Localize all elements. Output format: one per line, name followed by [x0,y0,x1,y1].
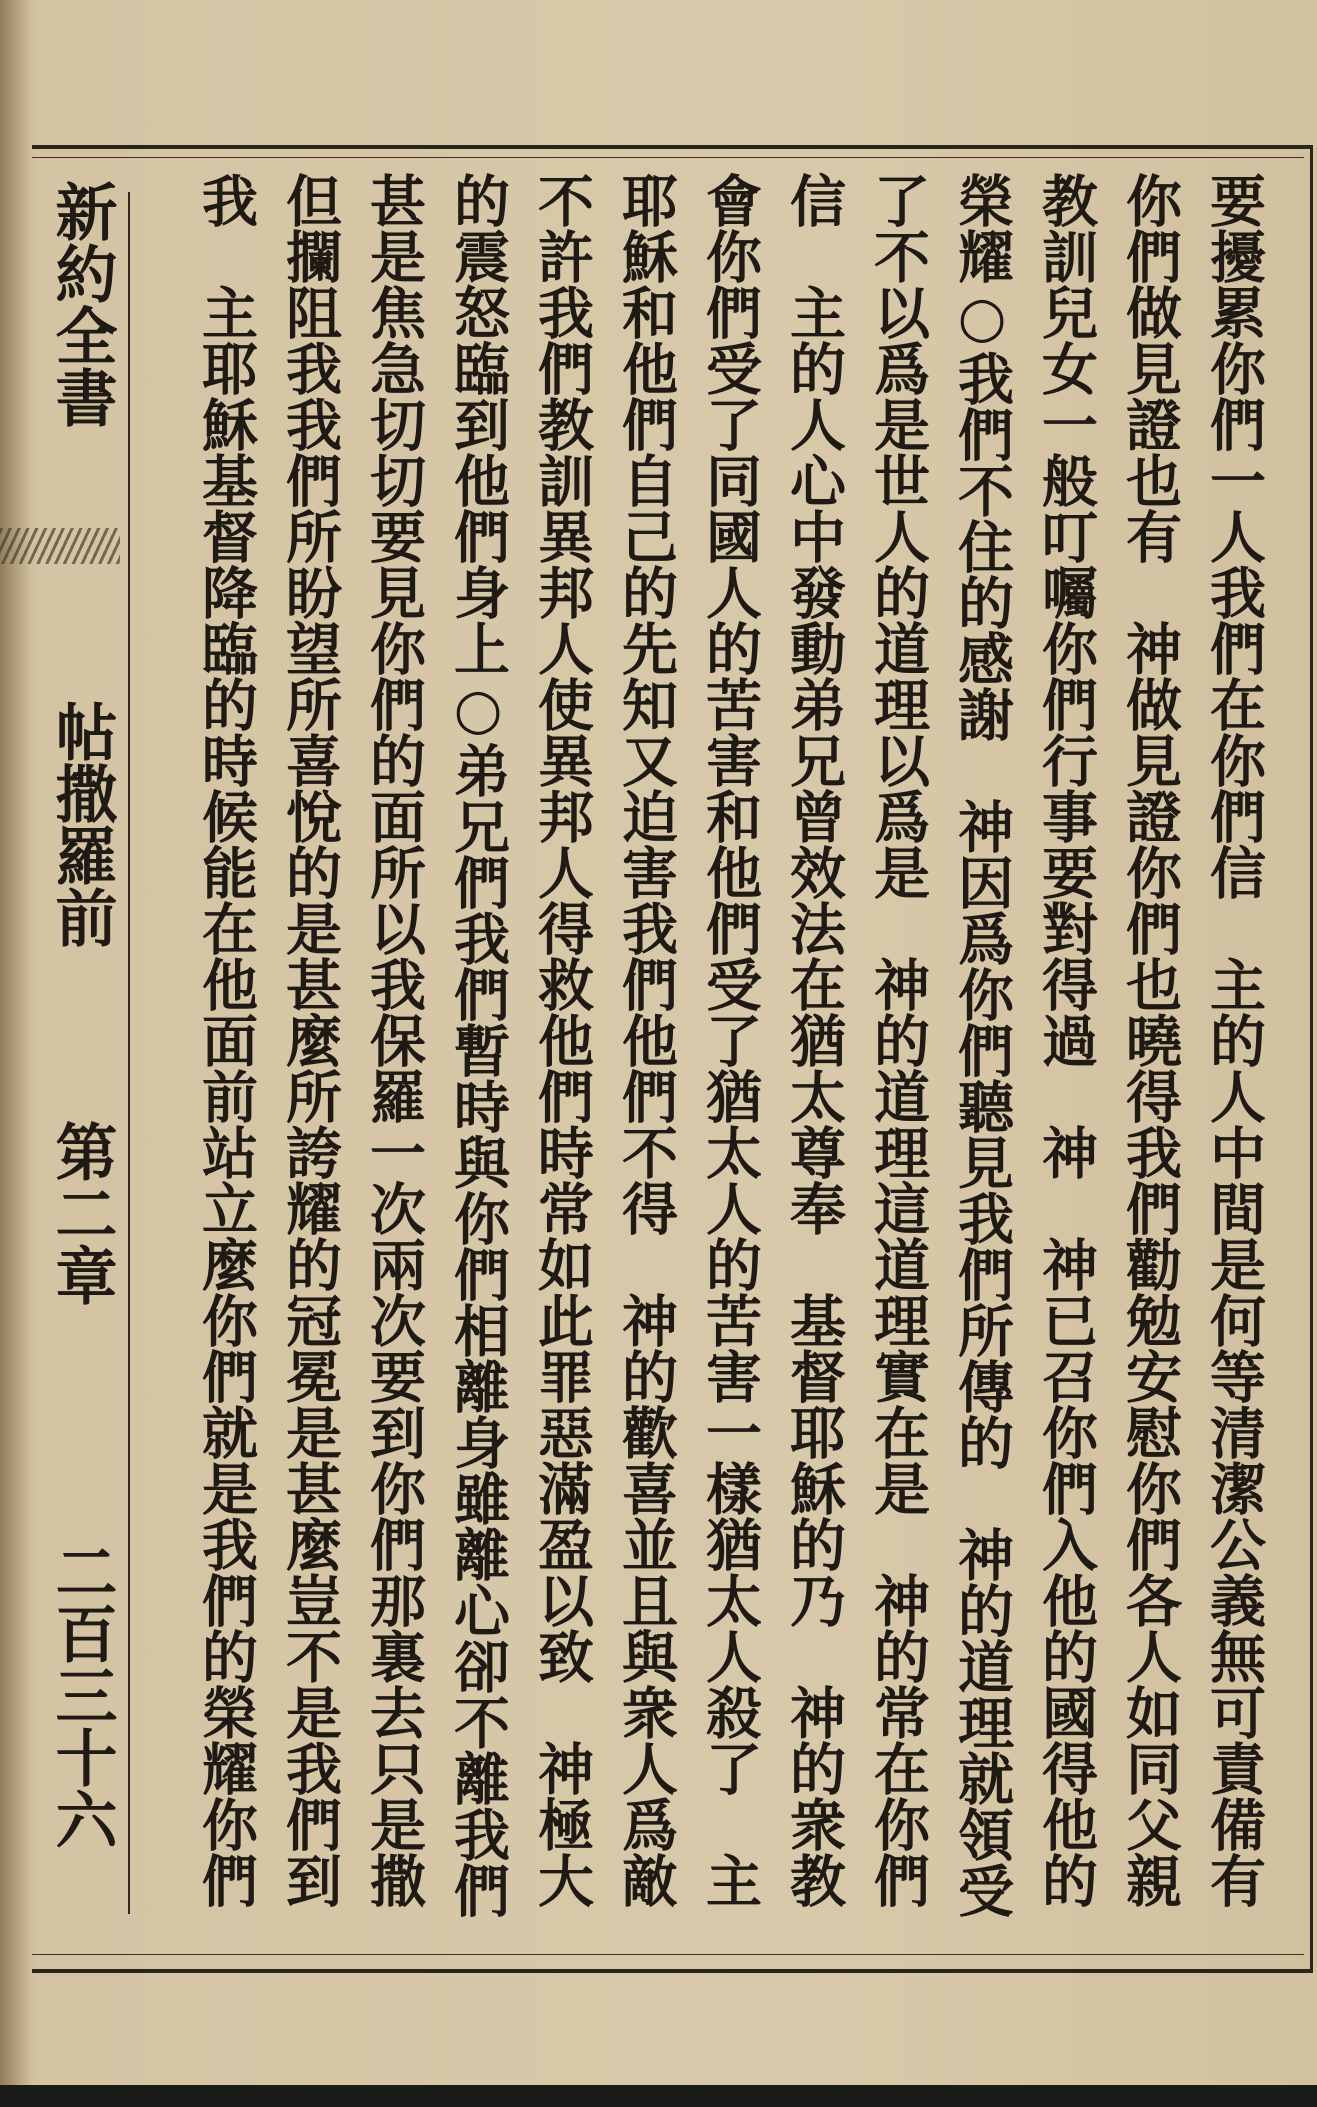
text-column-4: 榮耀○我們不住的感謝 神因爲你們聽見我們所傳的 神的道理就領受 [949,172,1015,1918]
section-title: 帖撒羅前 [45,700,118,948]
text-column-5: 了不以爲是世人的道理以爲是 神的道理這道理實在是 神的常在你們 [865,172,931,1908]
margin-divider [128,192,130,1914]
page-number: 二百三十六 [45,1540,118,1850]
book-spine [0,0,30,2107]
text-column-2: 你們做見證也有 神做見證你們也曉得我們勸勉安慰你們各人如同父親 [1117,172,1183,1908]
text-column-10: 的震怒臨到他們身上○弟兄們我們暫時與你們相離身雖離心卻不離我們 [445,172,511,1918]
text-column-9: 不許我們教訓異邦人使異邦人得救他們時常如此罪惡滿盈以致 神極大 [529,172,595,1908]
text-column-12: 但攔阻我我們所盼望所喜悅的是甚麼所誇耀的冠冕是甚麼豈不是我們到 [277,172,343,1908]
text-column-1: 要擾累你們一人我們在你們信 主的人中間是何等清潔公義無可責備有 [1201,172,1267,1908]
scan-edge [0,2085,1317,2107]
text-column-3: 教訓兒女一般叮囑你們行事要對得過 神 神已召你們入他的國得他的 [1033,172,1099,1908]
text-column-8: 耶穌和他們自己的先知又迫害我們他們不得 神的歡喜並且與衆人爲敵 [613,172,679,1908]
book-title: 新約全書 [45,180,118,428]
text-column-6: 信 主的人心中發動弟兄曾效法在猶太尊奉 基督耶穌的乃 神的衆教 [781,172,847,1908]
text-column-11: 甚是焦急切切要見你們的面所以我保羅一次兩次要到你們那裏去只是撒 [361,172,427,1908]
text-column-13: 我 主耶穌基督降臨的時候能在他面前站立麼你們就是我們的榮耀你們 [193,172,259,1908]
text-column-7: 會你們受了同國人的苦害和他們受了猶太人的苦害一樣猶太人殺了 主 [697,172,763,1908]
chapter-label: 第二章 [45,1120,118,1306]
